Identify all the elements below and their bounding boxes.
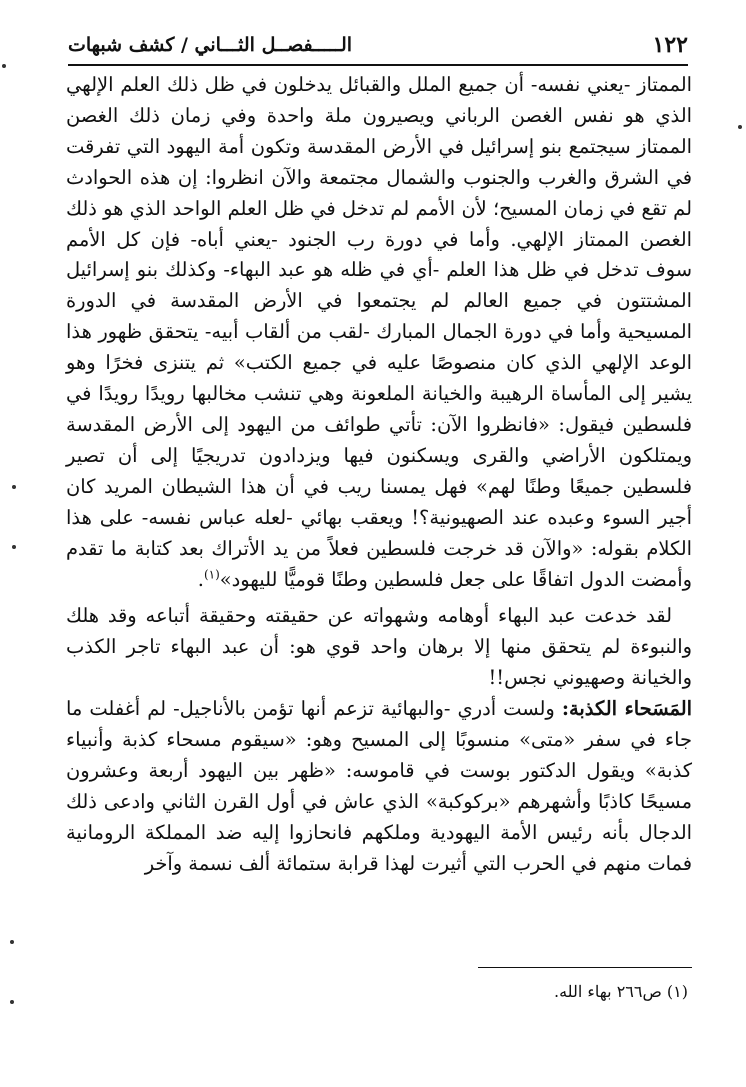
paragraph-3-text: ولست أدري -والبهائية تزعم أنها تؤمن بالأناجيل- لم أغفلت ما جاء في سفر «متى» منسوبًا إلى المسيح وهو: «سيقوم مسحاء كذبة وأنبياء كذبة» ويقول الدكتور بوست في قاموسه: «ظهر بين اليهود أربعة وعشرون مسيحًا كاذبًا وأشهرهم «بركوكبة» الذي عاش في أول القرن الثاني وادعى ذلك الدجال بأنه رئيس الأمة اليهودية وملكهم فانحازوا إليه ضد المملكة الرومانية فمات منهم في الحرب التي أثيرت لهذا قرابة ستمائة ألف نسمة وآخر	[66, 697, 692, 875]
running-title: الـــــفصــل الثـــاني / كشف شبهات	[68, 34, 353, 56]
margin-mark	[12, 485, 16, 489]
margin-mark	[738, 125, 742, 129]
paragraph-1	[66, 70, 692, 595]
header-rule	[68, 64, 688, 66]
section-term: المَسَحاء الكذبة:	[561, 697, 692, 721]
margin-mark	[10, 940, 14, 944]
margin-mark	[12, 545, 16, 549]
footnote-reference: (١)	[203, 567, 220, 582]
paragraph-1-text: الممتاز -يعني نفسه- أن جميع الملل والقبائل يدخلون في ظل ذلك العلم الإلهي الذي هو نفس الغصن الرباني ويصيرون ملة واحدة وفي زمان ذلك الغصن الممتاز سيجتمع بنو إسرائيل في الأرض المقدسة وتكون أمة اليهود التي تفرقت في الشرق والغرب والجنوب والشمال مجتمعة والآن انظروا: إن هذه الحوادث لم تقع في زمان المسيح؛ لأن الأمم لم تدخل في ظل العلم الواحد الذي هو ذلك الغصن الممتاز الإلهي. وأما في دورة رب الجنود -يعني أباه- فإن كل الأمم سوف تدخل في ظل هذا العلم -أي في ظله هو عبد البهاء- وكذلك بنو إسرائيل المشتتون في جميع العالم لم يجتمعوا في الأرض المقدسة في الدورة المسيحية وأما في دورة الجمال المبارك -لقب من ألقاب أبيه- يتحقق ظهور هذا الوعد الإلهي الذي كان منصوصًا عليه في جميع الكتب» ثم يتنزى فخرًا وهو يشير إلى المأساة الرهيبة والخيانة الملعونة وهي تنشب مخالبها رويدًا رويدًا في فلسطين فيقول: «فانظروا الآن: تأتي طوائف من اليهود إلى الأرض المقدسة ويمتلكون الأراضي والقرى ويسكنون فيها ويزدادون تدريجيًا إلى أن تصير فلسطين جميعًا وطنًا لهم» فهل يمسنا ريب في أن هذا الشيطان المريد كان أجير السوء وعبده عند الصهيونية؟! ويعقب بهائي -لعله عباس نفسه- على هذا الكلام بقوله: «والآن قد خرجت فلسطين فعلاً من يد الأتراك بعد كتابة ما تقدم وأمضت الدول اتفاقًا على جعل فلسطين وطنًا قوميًّا لليهود»	[66, 73, 692, 591]
body-text	[66, 70, 692, 880]
paragraph-3	[66, 694, 692, 879]
paragraph-2: لقد خدعت عبد البهاء أوهامه وشهواته عن حقيقته وحقيقة أتباعه وقد هلك والنبوءة لم يتحقق منها إلا برهان واحد قوي هو: أن عبد البهاء تاجر الكذب والخيانة وصهيوني نجس!!	[66, 604, 692, 690]
margin-mark	[10, 1000, 14, 1004]
footnote-rule	[478, 967, 692, 968]
paragraph-1-end: .	[197, 567, 204, 591]
margin-mark	[2, 64, 6, 68]
page-header	[68, 28, 688, 64]
footnote: (١) ص٢٦٦ بهاء الله.	[554, 982, 688, 1001]
page-number: ١٢٢	[652, 32, 688, 58]
